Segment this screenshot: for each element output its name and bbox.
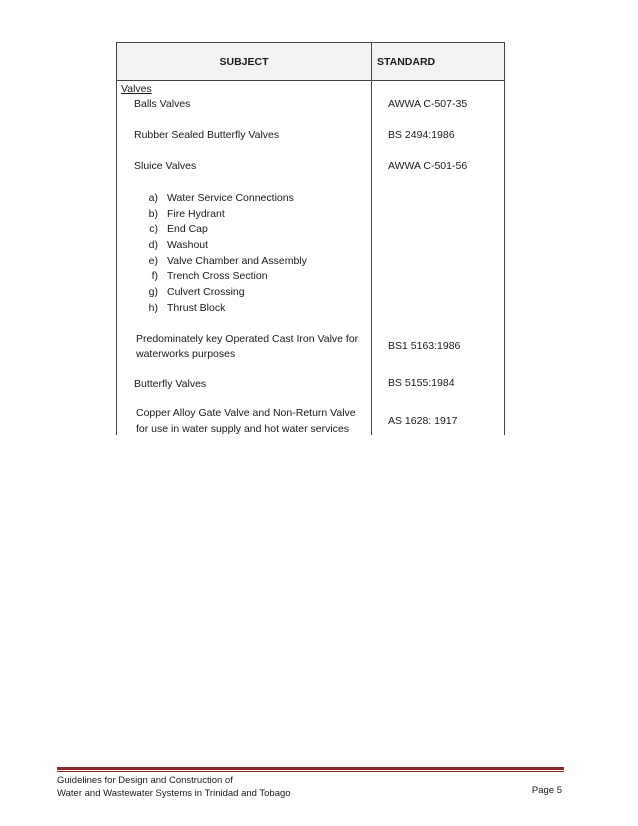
section-title: Valves — [121, 83, 152, 95]
column-divider — [371, 43, 372, 435]
list-item-label: g) — [148, 286, 158, 298]
row-standard: BS1 5163:1986 — [388, 340, 461, 352]
footer-line1: Guidelines for Design and Construction of — [57, 775, 233, 786]
footer-line2: Water and Wastewater Systems in Trinidad and Tobago — [57, 788, 291, 799]
list-item-label: a) — [148, 192, 158, 204]
list-item-label: h) — [148, 302, 158, 314]
header-standard: STANDARD — [377, 56, 436, 68]
footer-rule — [57, 767, 564, 770]
row-standard: AWWA C-501-56 — [388, 160, 468, 172]
row-subject-line1: Copper Alloy Gate Valve and Non-Return Valve — [136, 407, 356, 419]
table-header — [117, 43, 504, 81]
list-item: Culvert Crossing — [167, 286, 245, 298]
row-subject-line2: waterworks purposes — [136, 348, 236, 360]
list-item-label: b) — [148, 208, 158, 220]
list-item: Thrust Block — [167, 302, 226, 314]
page-number: Page 5 — [531, 785, 562, 796]
row-standard: BS 2494:1986 — [388, 129, 455, 141]
header-subject: SUBJECT — [219, 56, 269, 68]
list-item: End Cap — [167, 223, 208, 235]
list-item-label: c) — [149, 223, 158, 235]
standards-table — [116, 42, 505, 435]
list-item-label: f) — [151, 270, 158, 282]
list-item-label: e) — [148, 255, 158, 267]
list-item: Trench Cross Section — [167, 270, 268, 282]
row-subject-line1: Predominately key Operated Cast Iron Valve for — [136, 333, 359, 345]
row-subject: Sluice Valves — [134, 160, 197, 172]
list-item-label: d) — [148, 239, 158, 251]
row-standard: AWWA C-507-35 — [388, 98, 468, 110]
row-subject: Butterfly Valves — [134, 378, 207, 390]
row-standard: BS 5155:1984 — [388, 377, 455, 389]
row-subject: Rubber Sealed Butterfly Valves — [134, 129, 280, 141]
row-standard: AS 1628: 1917 — [388, 415, 458, 427]
list-item: Water Service Connections — [167, 192, 294, 204]
list-item: Fire Hydrant — [167, 208, 225, 220]
list-item: Valve Chamber and Assembly — [167, 255, 307, 267]
row-subject: Balls Valves — [134, 98, 191, 110]
footer-rule-thin — [57, 771, 564, 772]
row-subject-line2: for use in water supply and hot water services — [136, 423, 350, 435]
list-item: Washout — [167, 239, 209, 251]
